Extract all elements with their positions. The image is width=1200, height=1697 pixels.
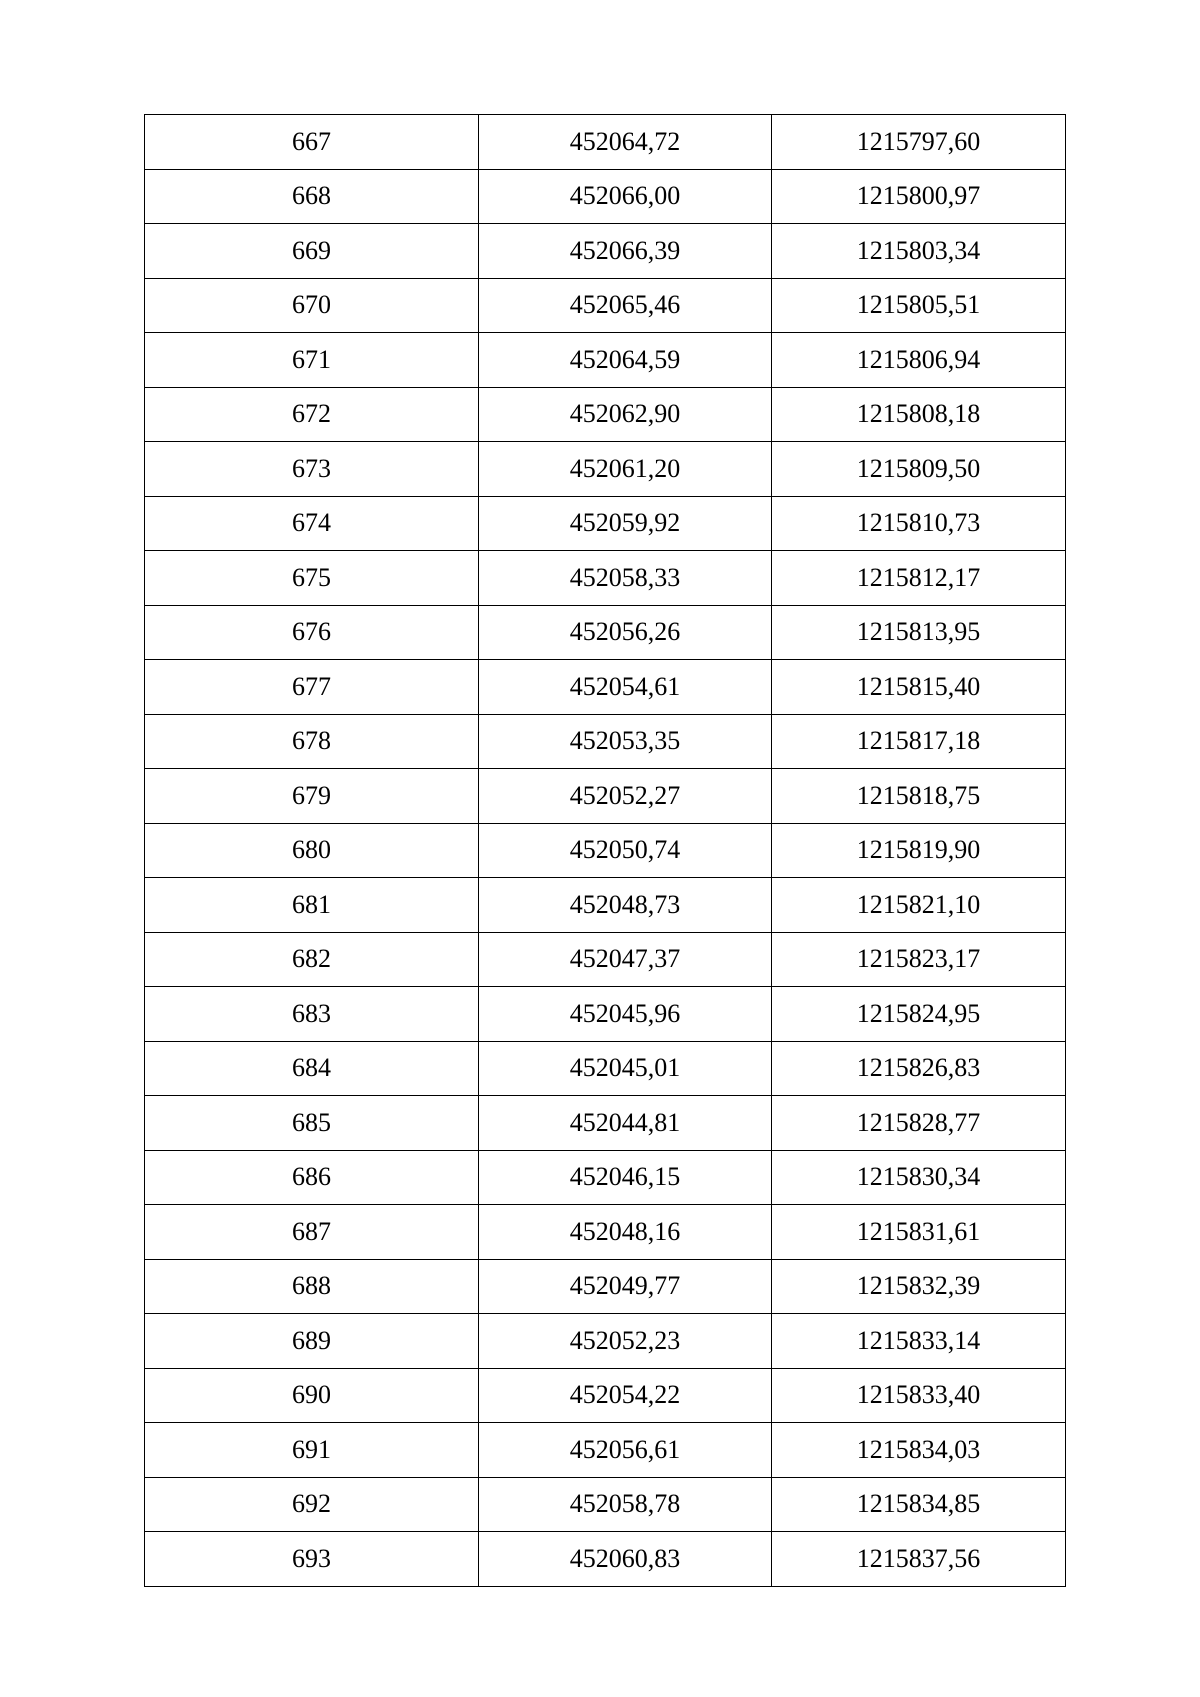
y-coordinate-cell: 1215831,61 bbox=[772, 1205, 1066, 1260]
table-row bbox=[145, 551, 1066, 606]
table-row bbox=[145, 1423, 1066, 1478]
table-row bbox=[145, 1205, 1066, 1260]
table-row bbox=[145, 1259, 1066, 1314]
y-coordinate-cell: 1215803,34 bbox=[772, 224, 1066, 279]
point-number-cell: 675 bbox=[145, 551, 479, 606]
point-number-cell: 685 bbox=[145, 1096, 479, 1151]
point-number-cell: 670 bbox=[145, 278, 479, 333]
table-row bbox=[145, 660, 1066, 715]
x-coordinate-cell: 452049,77 bbox=[479, 1259, 772, 1314]
y-coordinate-cell: 1215833,40 bbox=[772, 1368, 1066, 1423]
table-row bbox=[145, 823, 1066, 878]
point-number-cell: 678 bbox=[145, 714, 479, 769]
y-coordinate-cell: 1215834,03 bbox=[772, 1423, 1066, 1478]
point-number-cell: 680 bbox=[145, 823, 479, 878]
y-coordinate-cell: 1215808,18 bbox=[772, 387, 1066, 442]
point-number-cell: 681 bbox=[145, 878, 479, 933]
y-coordinate-cell: 1215826,83 bbox=[772, 1041, 1066, 1096]
point-number-cell: 673 bbox=[145, 442, 479, 497]
table-row bbox=[145, 442, 1066, 497]
point-number-cell: 690 bbox=[145, 1368, 479, 1423]
x-coordinate-cell: 452048,16 bbox=[479, 1205, 772, 1260]
y-coordinate-cell: 1215818,75 bbox=[772, 769, 1066, 824]
point-number-cell: 676 bbox=[145, 605, 479, 660]
y-coordinate-cell: 1215824,95 bbox=[772, 987, 1066, 1042]
x-coordinate-cell: 452045,01 bbox=[479, 1041, 772, 1096]
point-number-cell: 671 bbox=[145, 333, 479, 388]
x-coordinate-cell: 452061,20 bbox=[479, 442, 772, 497]
table-row bbox=[145, 333, 1066, 388]
coordinates-table bbox=[144, 114, 1066, 1587]
table-row bbox=[145, 387, 1066, 442]
point-number-cell: 677 bbox=[145, 660, 479, 715]
coordinates-table-body bbox=[145, 115, 1066, 1587]
y-coordinate-cell: 1215815,40 bbox=[772, 660, 1066, 715]
x-coordinate-cell: 452054,22 bbox=[479, 1368, 772, 1423]
point-number-cell: 688 bbox=[145, 1259, 479, 1314]
y-coordinate-cell: 1215806,94 bbox=[772, 333, 1066, 388]
point-number-cell: 683 bbox=[145, 987, 479, 1042]
point-number-cell: 684 bbox=[145, 1041, 479, 1096]
table-row bbox=[145, 932, 1066, 987]
point-number-cell: 691 bbox=[145, 1423, 479, 1478]
x-coordinate-cell: 452066,00 bbox=[479, 169, 772, 224]
y-coordinate-cell: 1215809,50 bbox=[772, 442, 1066, 497]
point-number-cell: 667 bbox=[145, 115, 479, 170]
table-row bbox=[145, 1368, 1066, 1423]
table-row bbox=[145, 278, 1066, 333]
table-row bbox=[145, 496, 1066, 551]
y-coordinate-cell: 1215830,34 bbox=[772, 1150, 1066, 1205]
table-row bbox=[145, 1150, 1066, 1205]
table-row bbox=[145, 714, 1066, 769]
point-number-cell: 687 bbox=[145, 1205, 479, 1260]
point-number-cell: 679 bbox=[145, 769, 479, 824]
table-row bbox=[145, 1314, 1066, 1369]
x-coordinate-cell: 452054,61 bbox=[479, 660, 772, 715]
y-coordinate-cell: 1215837,56 bbox=[772, 1532, 1066, 1587]
point-number-cell: 682 bbox=[145, 932, 479, 987]
table-row bbox=[145, 878, 1066, 933]
point-number-cell: 693 bbox=[145, 1532, 479, 1587]
x-coordinate-cell: 452058,78 bbox=[479, 1477, 772, 1532]
y-coordinate-cell: 1215797,60 bbox=[772, 115, 1066, 170]
point-number-cell: 686 bbox=[145, 1150, 479, 1205]
y-coordinate-cell: 1215832,39 bbox=[772, 1259, 1066, 1314]
x-coordinate-cell: 452047,37 bbox=[479, 932, 772, 987]
x-coordinate-cell: 452052,23 bbox=[479, 1314, 772, 1369]
x-coordinate-cell: 452064,59 bbox=[479, 333, 772, 388]
point-number-cell: 692 bbox=[145, 1477, 479, 1532]
table-row bbox=[145, 1532, 1066, 1587]
y-coordinate-cell: 1215812,17 bbox=[772, 551, 1066, 606]
x-coordinate-cell: 452059,92 bbox=[479, 496, 772, 551]
table-row bbox=[145, 1096, 1066, 1151]
point-number-cell: 669 bbox=[145, 224, 479, 279]
x-coordinate-cell: 452048,73 bbox=[479, 878, 772, 933]
y-coordinate-cell: 1215828,77 bbox=[772, 1096, 1066, 1151]
y-coordinate-cell: 1215805,51 bbox=[772, 278, 1066, 333]
x-coordinate-cell: 452053,35 bbox=[479, 714, 772, 769]
y-coordinate-cell: 1215833,14 bbox=[772, 1314, 1066, 1369]
table-row bbox=[145, 224, 1066, 279]
table-row bbox=[145, 1477, 1066, 1532]
y-coordinate-cell: 1215819,90 bbox=[772, 823, 1066, 878]
y-coordinate-cell: 1215834,85 bbox=[772, 1477, 1066, 1532]
x-coordinate-cell: 452066,39 bbox=[479, 224, 772, 279]
x-coordinate-cell: 452060,83 bbox=[479, 1532, 772, 1587]
table-row bbox=[145, 769, 1066, 824]
table-row bbox=[145, 115, 1066, 170]
y-coordinate-cell: 1215813,95 bbox=[772, 605, 1066, 660]
x-coordinate-cell: 452064,72 bbox=[479, 115, 772, 170]
y-coordinate-cell: 1215823,17 bbox=[772, 932, 1066, 987]
table-row bbox=[145, 605, 1066, 660]
x-coordinate-cell: 452056,61 bbox=[479, 1423, 772, 1478]
x-coordinate-cell: 452045,96 bbox=[479, 987, 772, 1042]
x-coordinate-cell: 452046,15 bbox=[479, 1150, 772, 1205]
point-number-cell: 672 bbox=[145, 387, 479, 442]
x-coordinate-cell: 452065,46 bbox=[479, 278, 772, 333]
x-coordinate-cell: 452056,26 bbox=[479, 605, 772, 660]
table-row bbox=[145, 169, 1066, 224]
y-coordinate-cell: 1215800,97 bbox=[772, 169, 1066, 224]
point-number-cell: 689 bbox=[145, 1314, 479, 1369]
table-row bbox=[145, 987, 1066, 1042]
x-coordinate-cell: 452052,27 bbox=[479, 769, 772, 824]
point-number-cell: 668 bbox=[145, 169, 479, 224]
x-coordinate-cell: 452044,81 bbox=[479, 1096, 772, 1151]
point-number-cell: 674 bbox=[145, 496, 479, 551]
y-coordinate-cell: 1215817,18 bbox=[772, 714, 1066, 769]
y-coordinate-cell: 1215821,10 bbox=[772, 878, 1066, 933]
x-coordinate-cell: 452058,33 bbox=[479, 551, 772, 606]
x-coordinate-cell: 452050,74 bbox=[479, 823, 772, 878]
table-row bbox=[145, 1041, 1066, 1096]
y-coordinate-cell: 1215810,73 bbox=[772, 496, 1066, 551]
x-coordinate-cell: 452062,90 bbox=[479, 387, 772, 442]
